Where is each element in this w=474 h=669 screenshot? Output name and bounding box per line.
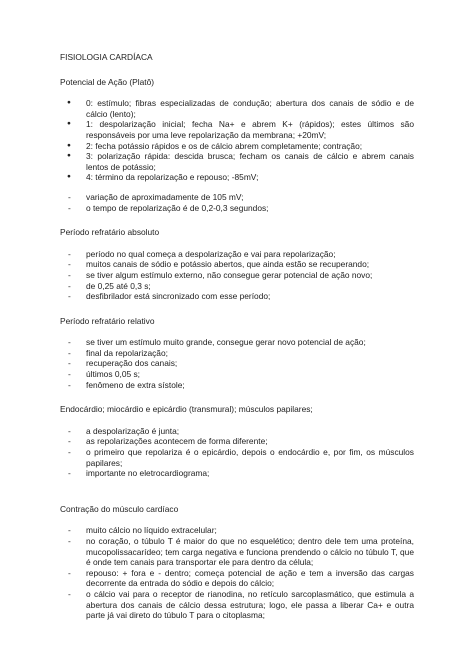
list-item: ● 2: fecha potássio rápidos e os de cálcio abrem completamente; contração;	[60, 141, 414, 152]
section-heading-potencial-de-acao: Potencial de Ação (Platô)	[60, 76, 155, 87]
list-item: - muito cálcio no líquido extracelular;	[60, 525, 414, 536]
list-item: ● 3: polarização rápida: descida brusca; fecham os canais de cálcio e abrem canais lentos de potássio;	[60, 151, 414, 172]
list-item: - o primeiro que repolariza é o epicárdio, depois o endocárdio e, por fim, os músculos papilares;	[60, 447, 414, 468]
section-heading-refratario-relativo: Período refratário relativo	[60, 315, 155, 326]
dash-list-refratario-absoluto	[60, 249, 414, 302]
section-heading-endocardio: Endocárdio; miocárdio e epicárdio (transmural); músculos papilares;	[60, 404, 313, 415]
list-item: - de 0,25 até 0,3 s;	[60, 281, 414, 292]
list-item: - período no qual começa a despolarização e vai para repolarização;	[60, 249, 414, 260]
list-item: - desfibrilador está sincronizado com esse período;	[60, 291, 414, 302]
list-item: - no coração, o túbulo T é maior do que no esquelético; dentro dele tem uma proteína, mucopolissacarídeo; tem carga negativa e funciona prendendo o cálcio no túbulo T, que é onde tem canais para transportar ele para dentro da célula;	[60, 536, 414, 568]
dash-list-contracao	[60, 525, 414, 620]
list-item: - variação de aproximadamente de 105 mV;	[60, 192, 414, 203]
list-item: - recuperação dos canais;	[60, 358, 414, 369]
list-item: - se tiver um estímulo muito grande, consegue gerar novo potencial de ação;	[60, 337, 414, 348]
list-item: - as repolarizações acontecem de forma diferente;	[60, 436, 414, 447]
list-item: - repouso: + fora e - dentro; começa potencial de ação e tem a inversão das cargas decorrente da entrada do sódio e depois do cálcio;	[60, 568, 414, 589]
list-item: - fenômeno de extra sístole;	[60, 380, 414, 391]
list-item: - últimos 0,05 s;	[60, 369, 414, 380]
list-item: - muitos canais de sódio e potássio abertos, que ainda estão se recuperando;	[60, 259, 414, 270]
dash-list-endocardio	[60, 426, 414, 479]
list-item: - o tempo de repolarização é de 0,2-0,3 segundos;	[60, 203, 414, 214]
list-item: - o cálcio vai para o receptor de rianodina, no retículo sarcoplasmático, que estimula a abertura dos canais de cálcio dessa estrutura; logo, ele passa a liberar Ca+ e outra parte já vai direto do túbulo T para o citoplasma;	[60, 589, 414, 621]
list-item: - a despolarização é junta;	[60, 426, 414, 437]
section-heading-contracao: Contração do músculo cardíaco	[60, 503, 179, 514]
list-item: ● 0: estímulo; fibras especializadas de condução; abertura dos canais de sódio e de cálcio (lento);	[60, 98, 414, 119]
list-item: ● 4: término da repolarização e repouso; -85mV;	[60, 172, 414, 183]
list-item: - importante no eletrocardiograma;	[60, 468, 414, 479]
list-item: - final da repolarização;	[60, 348, 414, 359]
bullet-list-fases	[60, 98, 414, 183]
list-item: ● 1: despolarização inicial; fecha Na+ e abrem K+ (rápidos); estes últimos são responsáveis por uma leve repolarização da membrana; +20mV;	[60, 119, 414, 140]
dash-list-potencial	[60, 192, 414, 213]
list-item: - se tiver algum estímulo externo, não consegue gerar potencial de ação novo;	[60, 270, 414, 281]
section-heading-refratario-absoluto: Período refratário absoluto	[60, 227, 160, 238]
document-title: FISIOLOGIA CARDÍACA	[60, 52, 153, 62]
dash-list-refratario-relativo	[60, 337, 414, 390]
